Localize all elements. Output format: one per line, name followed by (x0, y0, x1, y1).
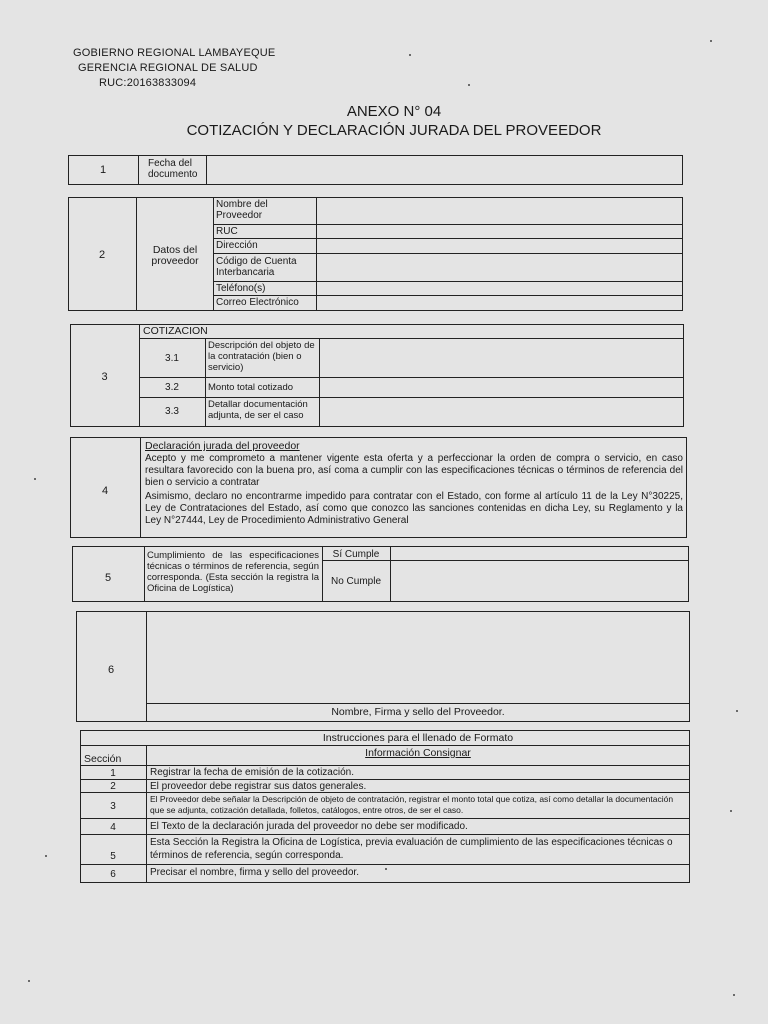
section-5-number: 5 (104, 572, 112, 584)
signature-area[interactable] (147, 612, 689, 702)
section-2-label: Datos del proveedor (151, 244, 199, 267)
instr-6-text: Precisar el nombre, firma y sello del proveedor. (150, 867, 359, 878)
row-3-3-number: 3.3 (165, 406, 179, 417)
instr-4-number: 4 (110, 822, 116, 833)
compliance-yes-label: Sí Cumple (332, 549, 380, 560)
row-3-1-number: 3.1 (165, 353, 179, 364)
scan-speck (468, 84, 470, 86)
field-label-telefono: Teléfono(s) (216, 283, 266, 294)
row-3-1-label: Descripción del objeto de la contratación (bien o servicio) (208, 340, 315, 373)
section-2-number: 2 (98, 249, 106, 261)
cotizacion-header: COTIZACION (143, 325, 208, 337)
section-4-number: 4 (101, 485, 109, 497)
col-info-header: Información Consignar (365, 747, 471, 759)
header-org: GOBIERNO REGIONAL LAMBAYEQUE (73, 47, 276, 59)
scan-speck (34, 478, 36, 480)
declaration-paragraph-2: Asimismo, declaro no encontrarme impedido para contratar con el Estado, con forme al artículo 11 de la Ley N°30225, Ley de Contrataciones del Estado, así como que conozco las sanciones contenidas en dicha Ley, su Reglamento y la Ley N°27444, Ley de Procedimiento Administrativo General (145, 491, 683, 526)
scan-speck (733, 994, 735, 996)
instr-1-number: 1 (110, 768, 116, 779)
section-1-number: 1 (99, 164, 107, 176)
instr-4-text: El Texto de la declaración jurada del proveedor no debe ser modificado. (150, 821, 468, 832)
scan-speck (45, 855, 47, 857)
declaration-paragraph-1: Acepto y me comprometo a mantener vigente esta oferta y a perfeccionar la orden de compra o servicio, en caso resultara favorecido con la buena pro, así coma a cumplir con las especificaciones técnicas o términos de referencia del bien o servicio a contratar (145, 453, 683, 488)
signature-label: Nombre, Firma y sello del Proveedor. (331, 706, 505, 718)
field-label-direccion: Dirección (216, 240, 258, 251)
instructions-title: Instrucciones para el llenado de Formato (322, 732, 514, 744)
col-section-header: Sección (84, 753, 122, 765)
instr-5-text: Esta Sección la Registra la Oficina de Logística, previa evaluación de cumplimiento de las especificaciones técnicas o términos de referencia, según corresponda. (150, 837, 673, 861)
instr-2-number: 2 (110, 781, 116, 792)
ruc-field[interactable] (317, 225, 682, 238)
phone-field[interactable] (317, 282, 682, 295)
compliance-no-label: No Cumple (330, 576, 382, 587)
document-title: COTIZACIÓN Y DECLARACIÓN JURADA DEL PROVEEDOR (186, 122, 602, 139)
section-3-number: 3 (101, 371, 108, 383)
compliance-label: Cumplimiento de las especificaciones técnicas o términos de referencia, según corresponda. (Esta sección la registra la Oficina de Logística) (147, 550, 319, 594)
scan-speck (736, 710, 738, 712)
provider-name-field[interactable] (317, 198, 682, 224)
document-date-field[interactable] (207, 156, 682, 184)
instr-2-text: El proveedor debe registrar sus datos generales. (150, 781, 367, 792)
header-ruc: RUC:20163833094 (99, 77, 197, 89)
field-label-ruc: RUC (216, 226, 238, 237)
scan-speck (409, 54, 411, 56)
row-3-3-label: Detallar documentación adjunta, de ser el caso (208, 399, 308, 421)
compliance-no-field[interactable] (391, 561, 688, 601)
object-description-field[interactable] (320, 339, 683, 377)
header-dept: GERENCIA REGIONAL DE SALUD (78, 62, 258, 74)
scan-speck (710, 40, 712, 42)
annex-title: ANEXO N° 04 (346, 103, 442, 120)
row-3-2-number: 3.2 (165, 382, 179, 393)
scan-speck (730, 810, 732, 812)
instr-3-number: 3 (110, 801, 116, 812)
instr-6-number: 6 (110, 869, 116, 880)
attached-docs-field[interactable] (320, 398, 683, 426)
field-label-cci: Código de Cuenta Interbancaria (216, 256, 297, 278)
row-3-2-label: Monto total cotizado (208, 382, 294, 393)
scan-speck (385, 868, 387, 870)
address-field[interactable] (317, 239, 682, 253)
section-6-number: 6 (107, 664, 115, 676)
bank-account-field[interactable] (317, 254, 682, 281)
section-1-label: Fecha del documento (148, 158, 198, 180)
instr-5-number: 5 (110, 851, 116, 862)
scan-speck (28, 980, 30, 982)
field-label-correo: Correo Electrónico (216, 297, 299, 308)
instr-3-text: El Proveedor debe señalar la Descripción de objeto de contratación, registrar el monto total que cotiza, así como detallar la documentación que se adjunta, cotización detallada, folletos, catálogos, entre otros, de ser el caso. (150, 794, 674, 815)
email-field[interactable] (317, 296, 682, 310)
total-amount-field[interactable] (320, 378, 683, 397)
declaration-heading: Declaración jurada del proveedor (145, 440, 300, 452)
instr-1-text: Registrar la fecha de emisión de la cotización. (150, 767, 354, 778)
field-label-nombre: Nombre del Proveedor (216, 199, 268, 221)
compliance-yes-field[interactable] (391, 547, 688, 560)
